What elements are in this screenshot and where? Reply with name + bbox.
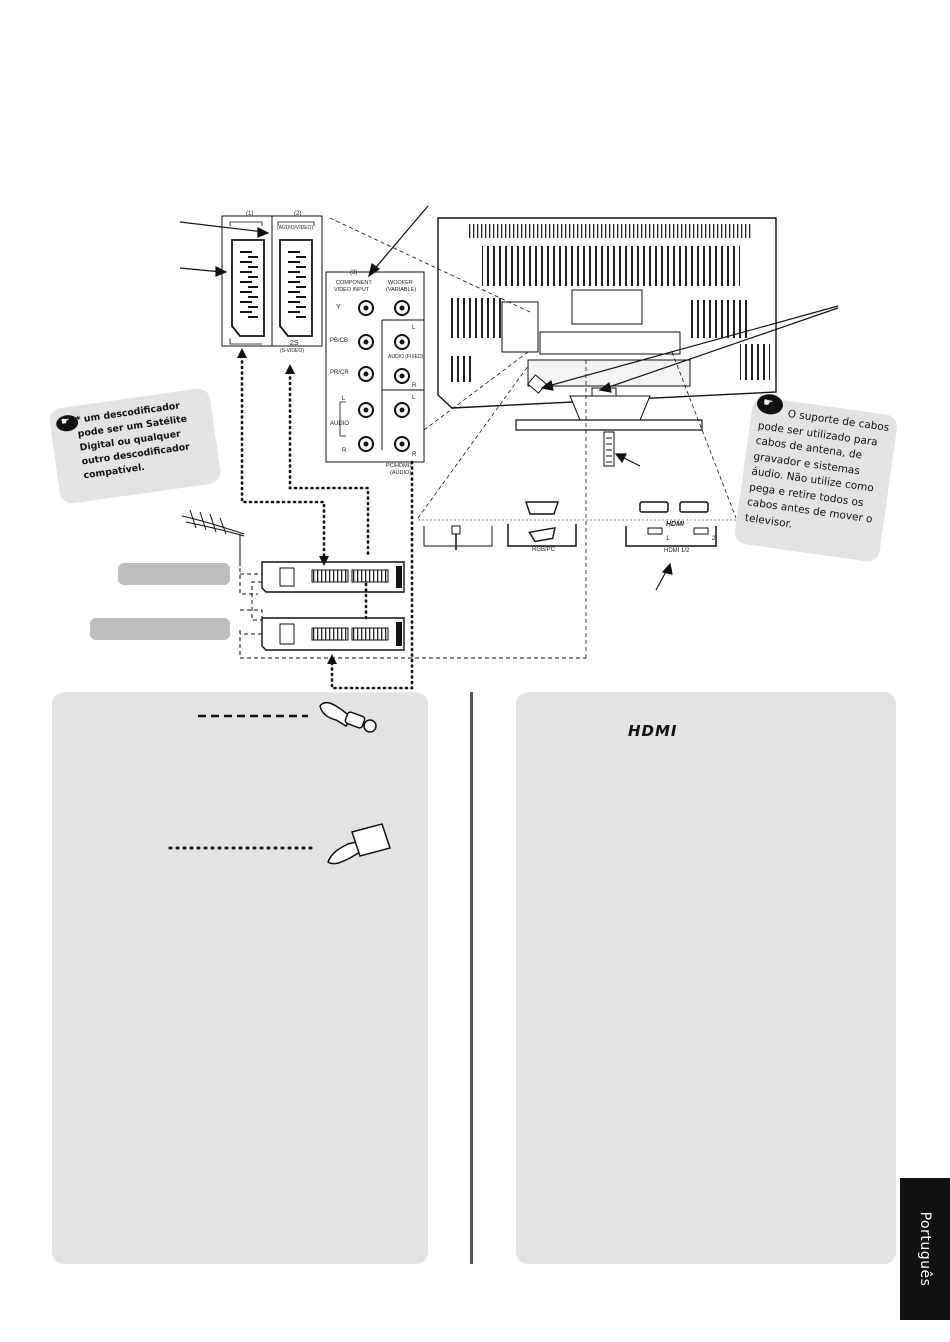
device-label-pill-1 (118, 563, 230, 585)
audio-label: AUDIO (330, 421, 350, 427)
device-label-pill-2 (90, 618, 230, 640)
pc-audio-l-label: L (412, 395, 416, 401)
component-header-1: COMPONENT (336, 280, 372, 286)
language-tab-label: Português (917, 1211, 933, 1287)
pc-hdmi-label-2: (AUDIO) (390, 470, 412, 476)
component-header-2: VIDEO INPUT (334, 287, 370, 293)
audio-l-label: L (342, 396, 346, 402)
woofer-header-1: WOOFER (388, 280, 413, 286)
hdmi-1-label: 1 (666, 536, 670, 542)
pc-hdmi-label-1: PC/HDMI1 (386, 463, 413, 469)
scart-2-sublabel: (AUDIO/VIDEO) (277, 225, 314, 231)
woofer-header-2: (VARIABLE) (386, 287, 417, 293)
component-panel (326, 272, 424, 462)
audio-r-label: R (342, 448, 347, 454)
pr-label: PR/CR (330, 370, 349, 376)
hdmi-logo-small: HDMI (666, 521, 684, 528)
panel-divider (470, 692, 473, 1264)
scart-2s-label: 2S (290, 340, 299, 347)
y-label: Y (336, 304, 341, 311)
hdmi-12-label: HDMI 1/2 (664, 548, 690, 554)
lower-connectors (418, 502, 746, 550)
hdmi-logo: HDMI (628, 722, 678, 740)
pb-label: PB/CB (330, 338, 349, 344)
language-tab (900, 1178, 950, 1320)
woofer-r-label: R (412, 383, 417, 389)
scart-panel (222, 216, 322, 346)
hand-pointer-icon-2: ☛ (756, 393, 785, 416)
scart-plug-icon (328, 824, 390, 864)
decoder-note-text: * um descodificador pode ser um Satélite Digital ou qualquer outro descodificador compatível. (75, 400, 191, 482)
scart-2s-sublabel: (S-VIDEO) (280, 348, 304, 354)
device-boxes (262, 562, 404, 650)
cable-support-note (733, 396, 898, 563)
aerial-plug-icon (320, 703, 376, 732)
hand-pointer-icon: ☛ (55, 414, 79, 433)
cable-support-note-text: O suporte de cabos pode ser utilizado para cabos de antena, de gravador e sistemas áudio. Não utilize como pega e retire todos os cabos antes de mover o televisor. (744, 407, 890, 531)
component-number: (3) (350, 270, 358, 276)
audio-fixed-label: AUDIO (FIXED) (388, 354, 424, 360)
hdmi-2-label: 2 (712, 536, 716, 542)
scart-1-label: (1) (246, 211, 254, 217)
scart-2-label: (2) (294, 211, 302, 217)
right-info-panel (516, 692, 896, 1264)
rgb-pc-label: RGB/PC (532, 547, 556, 553)
woofer-l-label: L (412, 325, 416, 331)
pc-audio-r-label: R (412, 452, 417, 458)
tv-back (438, 218, 776, 466)
antenna-icon (182, 510, 244, 566)
cable-legend (52, 692, 428, 892)
